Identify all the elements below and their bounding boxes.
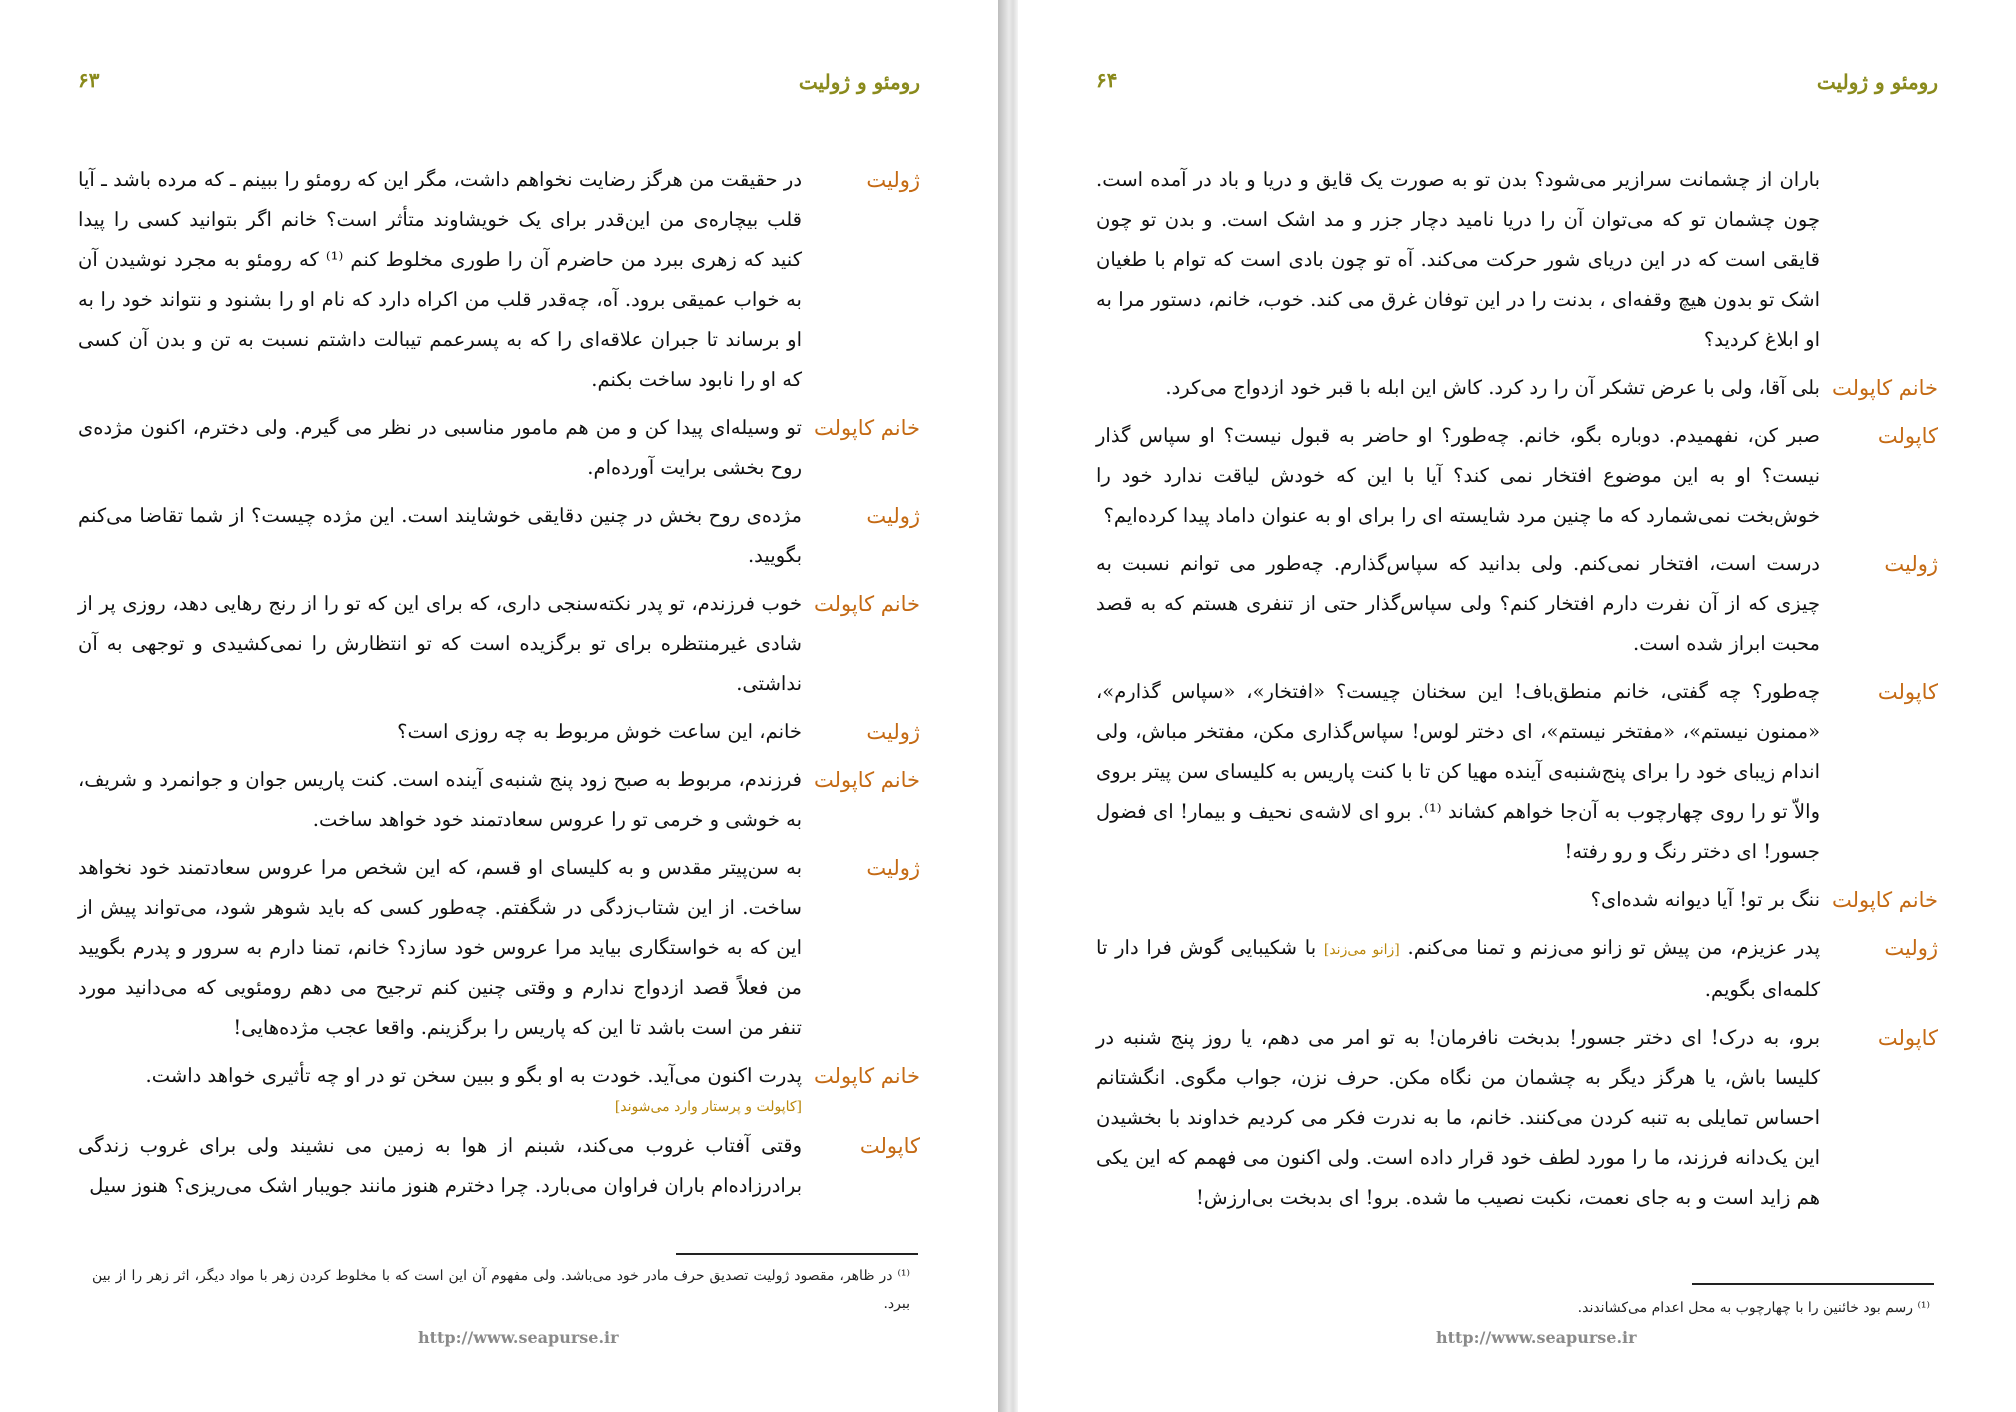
dialogue-entry	[78, 848, 920, 1048]
speech-text: چه‌طور؟ چه گفتی، خانم منطق‌باف! این سخنان چیست؟ «افتخار»، «سپاس گذارم»، «ممنون نیستم»، «مفتخر نیستم»، ای دختر لوس! سپاس‌گذاری مکن، مفتخر مباش، ولی اندام زیبای خود را برای پنج‌شنبه‌ی آینده مهیا کن تا با کنت پاریس به کلیسای سن پیتر بروی والاّ تو را روی چهارچوب به آن‌جا خواهم کشاند ⁽¹⁾. برو ای لاشه‌ی نحیف و بیمار! ای فضول جسور! ای دختر رنگ و رو رفته!	[1096, 680, 1820, 863]
page-63	[0, 0, 998, 1412]
book-gutter	[998, 0, 1018, 1412]
dialogue-entry	[78, 160, 920, 400]
dialogue-entry	[1096, 880, 1938, 920]
speaker-label: ژولیت	[866, 504, 920, 528]
speech-text: مژده‌ی روح بخش در چنین دقایقی خوشایند است. این مژده چیست؟ از شما تقاضا می‌کنم بگویید.	[78, 504, 802, 567]
dialogue-entry	[1096, 368, 1938, 408]
dialogue-block	[1096, 160, 1938, 1226]
speaker-label: خانم کاپولت	[814, 768, 920, 792]
dialogue-entry	[78, 408, 920, 488]
dialogue-entry	[1096, 416, 1938, 536]
speech-text: درست است، افتخار نمی‌کنم. ولی بدانید که سپاس‌گذارم. چه‌طور می توانم نسبت به چیزی که از آن نفرت دارم افتخار کنم؟ ولی سپاس‌گذار حتی از تنفری هستم که به قصد محبت ابراز شده است.	[1096, 552, 1820, 655]
website-url[interactable]: http://www.seapurse.ir	[1436, 1328, 1637, 1347]
speech-text: پدر عزیزم، من پیش تو زانو می‌زنم و تمنا می‌کنم.	[1407, 936, 1821, 959]
speech-text-continued: با شکیبایی گوش فرا دار تا کلمه‌ای بگویم.	[1096, 936, 1820, 1001]
dialogue-entry	[1096, 160, 1938, 360]
speaker-label: ژولیت	[866, 168, 920, 192]
speech-text: پدرت اکنون می‌آید. خودت به او بگو و ببین سخن تو در او چه تأثیری خواهد داشت.	[145, 1064, 802, 1087]
speech-text: خانم، این ساعت خوش مربوط به چه روزی است؟	[397, 720, 802, 743]
speaker-label: کاپولت	[1877, 1026, 1938, 1050]
speech-text: به سن‌پیتر مقدس و به کلیسای او قسم، که این شخص مرا عروس سعادتمند خود نخواهد ساخت. از این شتاب‌زدگی در شگفتم. چه‌طور کسی که باید شوهر شود، می‌تواند پیش از این که به خواستگاری بیاید مرا عروس خود سازد؟ خانم، تمنا دارم به سرور و پدرم بگویید من فعلاً قصد ازدواج ندارم و وقتی چنین کنم ترجیح می دهم رومئویی که می‌دانید مورد تنفر من است باشد تا این که پاریس را برگزینم. واقعا عجب مژده‌هایی!	[78, 856, 802, 1039]
speech-text: برو، به درک! ای دختر جسور! بدبخت نافرمان! به تو امر می دهم، یا روز پنج شنبه در کلیسا باش، یا هرگز دیگر به چشمان من نگاه مکن. حرف نزن، جواب مگوی. انگشتانم احساس تمایلی به تنبه کردن می‌کنند. خانم، ما به ندرت فکر می کردیم خداوند با بخشیدن این یک‌دانه فرزند، ما را مورد لطف خود قرار داده است. ولی اکنون می فهمم که این یکی هم زاید است و به جای نعمت، نکبت نصیب ما شده. برو! ای بدبخت بی‌ارزش!	[1096, 1026, 1820, 1209]
dialogue-entry	[1096, 672, 1938, 872]
speaker-label: کاپولت	[859, 1134, 920, 1158]
speaker-label: ژولیت	[866, 856, 920, 880]
stage-direction: [کاپولت و پرستار وارد می‌شوند]	[614, 1099, 802, 1115]
running-title: رومئو و ژولیت	[1816, 70, 1938, 94]
speaker-label: خانم کاپولت	[814, 592, 920, 616]
page-number: ۶۳	[78, 68, 100, 92]
speech-text: در حقیقت من هرگز رضایت نخواهم داشت، مگر این که رومئو را ببینم ـ که مرده باشد ـ آیا قلب بیچاره‌ی من این‌قدر برای یک خویشاوند متأثر است؟ خانم اگر بتوانید کسی را پیدا کنید که زهری ببرد من حاضرم آن را طوری مخلوط کنم ⁽¹⁾ که رومئو به مجرد نوشیدن آن به خواب عمیقی برود. آه، چه‌قدر قلب من اکراه دارد که نام او را بشنود و نتواند خود را به او برساند تا جبران علاقه‌ای را که به پسرعمم تیبالت داشتم نسبت به تن و بدن آن کسی که او را نابود ساخت بکنم.	[78, 168, 803, 391]
dialogue-entry	[1096, 544, 1938, 664]
speaker-label: کاپولت	[1877, 680, 1938, 704]
dialogue-entry	[78, 584, 920, 704]
speaker-label: ژولیت	[1884, 936, 1938, 960]
footnote-divider	[676, 1253, 918, 1255]
speech-with-stage-direction	[78, 1056, 802, 1118]
dialogue-entry	[78, 760, 920, 840]
dialogue-block	[78, 160, 920, 1214]
speaker-label: ژولیت	[866, 720, 920, 744]
speech-with-stage-direction	[1096, 928, 1820, 1010]
speaker-label: خانم کاپولت	[1832, 376, 1938, 400]
speaker-label: خانم کاپولت	[814, 1064, 920, 1088]
speaker-label: ژولیت	[1884, 552, 1938, 576]
dialogue-entry	[78, 1056, 920, 1118]
speaker-label: کاپولت	[1877, 424, 1938, 448]
stage-direction: [زانو می‌زند]	[1323, 942, 1400, 958]
speech-text: صبر کن، نفهمیدم. دوباره بگو، خانم. چه‌طور؟ او حاضر به قبول نیست؟ او سپاس گذار نیست؟ او به این موضوع افتخار نمی کند؟ آیا با این که خودش لیاقت ندارد خود را خوش‌بخت نمی‌شمارد که ما چنین مرد شایسته ای را برای او به عنوان داماد پیدا کرده‌ایم؟	[1096, 424, 1820, 527]
speech-text: فرزندم، مربوط به صبح زود پنج شنبه‌ی آینده است. کنت پاریس جوان و جوانمرد و شریف، به خوشی و خرمی تو را عروس سعادتمند خود خواهد ساخت.	[78, 768, 802, 831]
footnote: ⁽¹⁾ در ظاهر، مقصود ژولیت تصدیق حرف مادر خود می‌باشد. ولی مفهوم آن این است که با مخلوط کردن زهر با مواد دیگر، اثر زهر را از بین ببرد.	[92, 1268, 910, 1312]
dialogue-entry	[1096, 928, 1938, 1010]
website-url[interactable]: http://www.seapurse.ir	[418, 1328, 619, 1347]
dialogue-entry	[1096, 1018, 1938, 1218]
dialogue-entry	[78, 1126, 920, 1206]
running-title: رومئو و ژولیت	[798, 70, 920, 94]
speech-text: ننگ بر تو! آیا دیوانه شده‌ای؟	[1590, 888, 1820, 911]
dialogue-entry	[78, 496, 920, 576]
speech-text: بلی آقا، ولی با عرض تشکر آن را رد کرد. کاش این ابله با قبر خود ازدواج می‌کرد.	[1165, 376, 1820, 399]
footnote: ⁽¹⁾ رسم بود خائنین را با چهارچوب به محل اعدام می‌کشاندند.	[1577, 1300, 1930, 1316]
footnote-divider	[1692, 1283, 1934, 1285]
speech-text: خوب فرزندم، تو پدر نکته‌سنجی داری، که برای این که تو را از رنج رهایی دهد، روزی پر از شادی غیرمنتظره برای تو برگزیده است که تو انتظارش را نمی‌کشیدی و توجهی به آن نداشتی.	[78, 592, 802, 695]
speech-text: تو وسیله‌ای پیدا کن و من هم مامور مناسبی در نظر می گیرم. ولی دخترم، اکنون مژده‌ی روح بخشی برایت آورده‌ام.	[78, 416, 802, 479]
page-number: ۶۴	[1096, 68, 1118, 92]
page-64	[1018, 0, 2016, 1412]
speech-text: وقتی آفتاب غروب می‌کند، شبنم از هوا به زمین می نشیند ولی برای غروب زندگی برادرزاده‌ام باران فراوان می‌بارد. چرا دخترم هنوز مانند جویبار اشک می‌ریزی؟ هنوز سیل	[78, 1134, 802, 1197]
dialogue-entry	[78, 712, 920, 752]
speaker-label: خانم کاپولت	[1832, 888, 1938, 912]
speech-text: باران از چشمانت سرازیر می‌شود؟ بدن تو به صورت یک قایق و دریا و باد در آمده است. چون چشمان تو که می‌توان آن را دریا نامید دچار جزر و مد اشک است. و بدن تو چون قایقی است که در این دریای شور حرکت می‌کند. آه تو چون بادی است که توام با طغیان اشک تو بدون هیچ وقفه‌ای ، بدنت را در این توفان غرق می کند. خوب، خانم، دستور مرا به او ابلاغ کردید؟	[1096, 168, 1820, 351]
speaker-label: خانم کاپولت	[814, 416, 920, 440]
